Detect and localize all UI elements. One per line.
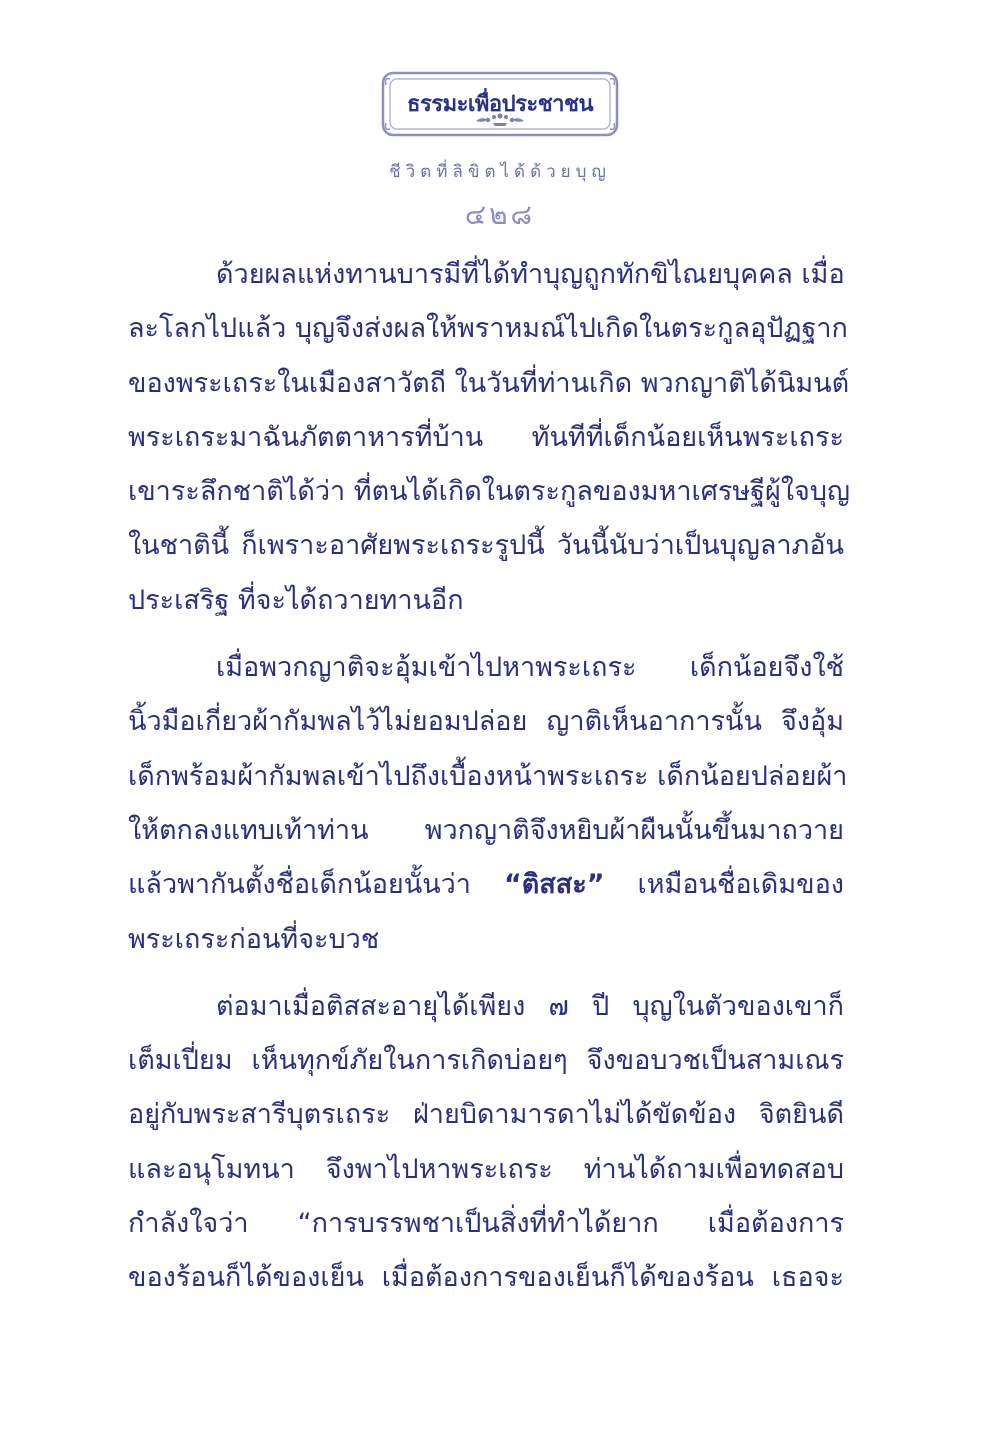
text-line: ประเสริฐ ที่จะได้ถวายทานอีก (128, 584, 464, 616)
text-line: พระเถระมาฉันภัตตาหารที่บ้าน ทันทีที่เด็กน้อยเห็นพระเถระ (128, 421, 844, 453)
text-line: ของร้อนก็ได้ของเย็น เมื่อต้องการของเย็นก็ได้ของร้อน เธอจะ (128, 1262, 844, 1294)
text-line: และอนุโมทนา จึงพาไปหาพระเถระ ท่านได้ถามเพื่อทดสอบ (128, 1153, 844, 1185)
text-before-name: แล้วพากันตั้งชื่อเด็กน้อยนั้นว่า (128, 869, 504, 901)
book-subtitle: ชีวิตที่ลิขิตได้ด้วยบุญ (389, 162, 611, 182)
text-line: อยู่กับพระสารีบุตรเถระ ฝ่ายบิดามารดาไม่ได้ขัดข้อง จิตยินดี (128, 1099, 844, 1131)
dhamma-logo (380, 70, 620, 152)
text-line: กำลังใจว่า “การบรรพชาเป็นสิ่งที่ทำได้ยาก เมื่อต้องการ (128, 1208, 844, 1240)
text-line: เขาระลึกชาติได้ว่า ที่ตนได้เกิดในตระกูลของมหาเศรษฐีผู้ใจบุญ (128, 476, 851, 508)
text-line: เมื่อพวกญาติจะอุ้มเข้าไปหาพระเถระ เด็กน้อยจึงใช้ (216, 652, 844, 684)
text-line: ของพระเถระในเมืองสาวัตถี ในวันที่ท่านเกิด พวกญาติได้นิมนต์ (128, 367, 850, 399)
text-line: ต่อมาเมื่อติสสะอายุได้เพียง ๗ ปี บุญในตัวของเขาก็ (216, 990, 844, 1022)
text-line: ในชาตินี้ ก็เพราะอาศัยพระเถระรูปนี้ วันนี้นับว่าเป็นบุญลาภอัน (128, 530, 844, 562)
paragraph-1 (128, 248, 851, 628)
text-line: ละโลกไปแล้ว บุญจึงส่งผลให้พราหมณ์ไปเกิดในตระกูลอุปัฏฐาก (128, 313, 848, 345)
paragraph-2 (128, 641, 848, 967)
child-name-tissa: “ติสสะ” (504, 869, 605, 901)
logo-text: ธรรมะเพื่อประชาชน (407, 92, 593, 117)
page-header (0, 70, 1000, 237)
text-line: ด้วยผลแห่งทานบารมีที่ได้ทำบุญถูกทักขิไณยบุคคล เมื่อ (216, 259, 845, 290)
body-text (128, 248, 851, 1319)
text-after-name: เหมือนชื่อเดิมของ (604, 869, 844, 901)
text-line-with-name (128, 858, 844, 912)
page-number: ๔๒๘ (464, 198, 536, 231)
text-line: นิ้วมือเกี่ยวผ้ากัมพลไว้ไม่ยอมปล่อย ญาติเห็นอาการนั้น จึงอุ้ม (128, 706, 844, 738)
paragraph-3 (128, 980, 844, 1306)
text-line: ให้ตกลงแทบเท้าท่าน พวกญาติจึงหยิบผ้าผืนนั้นขึ้นมาถวาย (128, 814, 844, 846)
text-line: พระเถระก่อนที่จะบวช (128, 923, 380, 955)
text-line: เต็มเปี่ยม เห็นทุกข์ภัยในการเกิดบ่อยๆ จึงขอบวชเป็นสามเณร (128, 1045, 844, 1077)
text-line: เด็กพร้อมผ้ากัมพลเข้าไปถึงเบื้องหน้าพระเถระ เด็กน้อยปล่อยผ้า (128, 760, 848, 792)
